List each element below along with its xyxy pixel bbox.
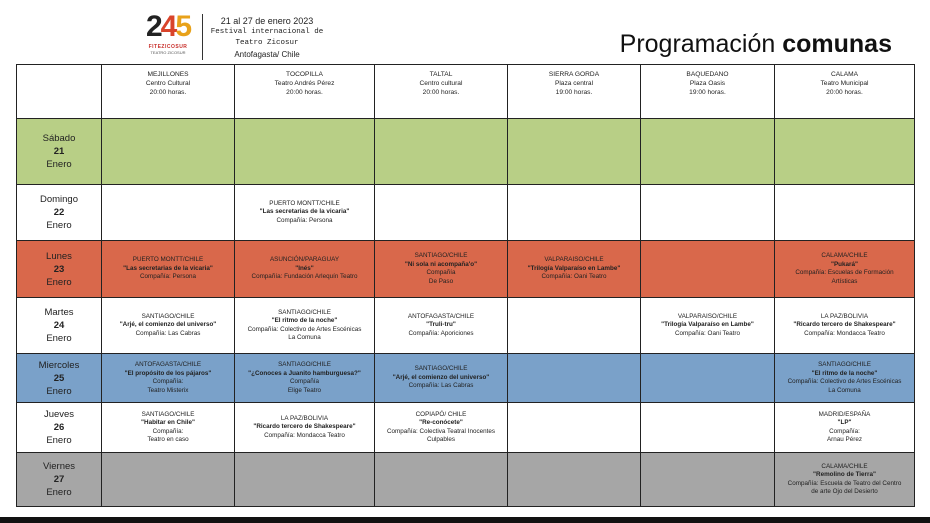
event-cell	[508, 119, 641, 185]
event-cell	[641, 298, 775, 354]
day-month: Enero	[46, 487, 72, 498]
title-bold: comunas	[782, 30, 892, 58]
event-cell	[641, 403, 775, 453]
day-day: Lunes	[46, 250, 72, 262]
event-origin: SANTIAGO/CHILE	[278, 361, 331, 368]
festival-dates: 21 al 27 de enero 2023	[220, 16, 314, 26]
event-company2: Teatro en caso	[147, 436, 189, 443]
event-company: Compañía: Escuela de Teatro del Centro	[787, 479, 902, 487]
logo-caption: TEATRO ZICOSUR	[150, 50, 186, 55]
column-venue: Centro cultural	[419, 80, 463, 87]
column-time: 20:00 horas.	[286, 89, 323, 96]
event-origin: PUERTO MONTT/CHILE	[132, 256, 204, 264]
event-play: "Ni sola ni acompaña'o"	[404, 260, 478, 268]
day-month: Enero	[46, 220, 72, 231]
day-row-domingo	[17, 185, 915, 241]
event-cell	[775, 354, 915, 403]
day-num: 25	[53, 372, 65, 384]
column-header	[102, 65, 235, 119]
event-company: Compañía: Colectivo de Artes Escénicas	[247, 325, 362, 333]
event-play: "Inés"	[295, 264, 314, 272]
column-city: SIERRA GORDA	[548, 71, 600, 78]
event-play: "El ritmo de la noche"	[811, 369, 878, 377]
day-day: Sábado	[42, 133, 76, 144]
festival-city: Antofagasta/ Chile	[234, 50, 300, 59]
day-num: 24	[53, 320, 65, 331]
event-origin: PUERTO MONTT/CHILE	[269, 199, 340, 207]
event-origin: LA PAZ/BOLIVIA	[820, 312, 869, 320]
title-normal: Programación	[619, 30, 776, 58]
event-origin: CALAMA/CHILE	[821, 252, 868, 259]
event-company2: De Paso	[428, 277, 454, 285]
event-cell	[375, 185, 508, 241]
event-origin: SANTIAGO/CHILE	[414, 365, 468, 373]
column-venue: Teatro Municipal	[820, 80, 869, 87]
day-label	[17, 298, 102, 354]
event-company: Compañía: Aporiciones	[408, 329, 474, 337]
day-row-lunes	[17, 241, 915, 298]
event-cell	[508, 185, 641, 241]
day-day: Domingo	[39, 194, 79, 205]
event-company: Compañía: Mondacca Teatro	[264, 431, 345, 439]
event-cell	[235, 453, 375, 507]
event-company: Compañía:	[152, 427, 184, 435]
day-day: Jueves	[43, 409, 75, 420]
event-origin: SANTIAGO/CHILE	[141, 312, 195, 320]
event-play: "Ricardo tercero de Shakespeare"	[793, 321, 896, 329]
column-header	[775, 65, 915, 119]
day-row-sabado	[17, 119, 915, 185]
event-origin: MADRID/ESPAÑA	[818, 410, 871, 418]
column-venue: Teatro Andrés Pérez	[274, 80, 335, 87]
event-cell	[102, 354, 235, 403]
column-header	[641, 65, 775, 119]
day-num: 21	[53, 146, 65, 157]
day-row-viernes	[17, 453, 915, 507]
event-origin: ASUNCIÓN/PARAGUAY	[269, 256, 340, 264]
day-month: Enero	[46, 435, 72, 446]
event-origin: ANTOFAGASTA/CHILE	[407, 312, 475, 320]
event-cell	[375, 241, 508, 298]
logo-subtitle: FITEZICOSUR	[148, 44, 188, 50]
event-company: Compañía: Colectiva Teatral Inocentes	[386, 427, 496, 435]
logo-digit: 4	[160, 10, 176, 43]
column-header-row	[17, 65, 915, 119]
event-company2: Artísticas	[831, 277, 858, 285]
column-header	[508, 65, 641, 119]
event-cell	[508, 453, 641, 507]
festival-name-line2: Teatro Zicosur	[235, 39, 299, 47]
day-day: Viernes	[42, 461, 76, 472]
event-company: Compañía: Mondacca Teatro	[804, 329, 885, 337]
event-cell	[641, 185, 775, 241]
event-cell	[641, 453, 775, 507]
event-company2: La Comuna	[828, 386, 861, 394]
event-company: Compañía: Persona	[139, 273, 196, 281]
event-origin: SANTIAGO/CHILE	[818, 361, 871, 368]
day-month: Enero	[46, 159, 72, 170]
column-venue: Plaza central	[554, 80, 594, 87]
event-cell	[775, 298, 915, 354]
column-time: 20:00 horas.	[826, 89, 863, 96]
event-origin: VALPARAISO/CHILE	[544, 256, 604, 264]
event-cell	[102, 453, 235, 507]
bottom-bar	[0, 517, 930, 523]
day-month: Enero	[46, 333, 72, 344]
day-month: Enero	[46, 276, 72, 288]
event-play: "¿Conoces a Juanito hamburguesa?"	[248, 369, 361, 377]
day-row-jueves	[17, 403, 915, 453]
column-time: 19:00 horas.	[689, 89, 726, 96]
event-cell	[375, 119, 508, 185]
day-label	[17, 403, 102, 453]
page-title	[620, 30, 892, 59]
event-company: Compañía: Escuelas de Formación	[795, 269, 894, 276]
logo-number	[143, 12, 193, 42]
event-company: Compañía	[289, 378, 320, 385]
event-company2: La Comuna	[288, 334, 321, 341]
event-play: "LP"	[837, 419, 852, 426]
event-origin: SANTIAGO/CHILE	[141, 410, 195, 418]
event-company2: Elige Teatro	[287, 386, 322, 394]
event-cell	[102, 403, 235, 453]
event-origin: LA PAZ/BOLIVIA	[280, 414, 329, 422]
event-play: "Remolino de Tierra"	[813, 471, 876, 478]
day-label	[17, 453, 102, 507]
event-cell	[375, 453, 508, 507]
schedule-table	[16, 64, 915, 507]
event-cell	[508, 403, 641, 453]
event-cell	[102, 298, 235, 354]
event-play: "Ricardo tercero de Shakespeare"	[253, 423, 356, 431]
day-day: Martes	[44, 307, 74, 318]
day-num: 27	[53, 474, 65, 485]
event-cell	[775, 185, 915, 241]
event-origin: SANTIAGO/CHILE	[278, 308, 331, 316]
event-company2: Arnau Pérez	[826, 436, 862, 443]
event-company: Compañía: Oani Teatro	[675, 329, 740, 337]
event-play: "Arjé, el comienzo del universo"	[392, 373, 490, 381]
column-venue: Plaza Oasis	[689, 80, 726, 87]
event-origin: CALAMA/CHILE	[821, 462, 868, 470]
event-cell	[775, 119, 915, 185]
event-play: "Trilogía Valparaíso en Lambe"	[661, 321, 754, 329]
event-cell	[641, 241, 775, 298]
column-header	[235, 65, 375, 119]
event-cell	[775, 241, 915, 298]
column-time: 20:00 horas.	[422, 89, 460, 96]
logo-digit: 2	[145, 10, 161, 43]
event-cell	[508, 241, 641, 298]
event-play: "Pukará"	[831, 260, 858, 268]
event-company: Compañía: Persona	[276, 216, 333, 224]
event-origin: SANTIAGO/CHILE	[414, 252, 468, 259]
event-company: Compañía: Las Cabras	[135, 329, 201, 337]
day-label	[17, 119, 102, 185]
column-time: 19:00 horas.	[555, 89, 593, 96]
event-cell	[375, 403, 508, 453]
event-cell	[641, 354, 775, 403]
event-cell	[775, 403, 915, 453]
event-cell	[235, 119, 375, 185]
day-label	[17, 241, 102, 298]
event-play: "Re-conócete"	[419, 419, 463, 426]
column-city: TALTAL	[429, 71, 453, 78]
event-play: "Las secretarias de la vicaria"	[123, 264, 213, 272]
event-cell	[235, 185, 375, 241]
column-city: CALAMA	[830, 71, 859, 78]
day-row-miercoles	[17, 354, 915, 403]
event-play: "Trilogía Valparaíso en Lambe"	[527, 264, 621, 272]
column-city: MEJILLONES	[147, 71, 189, 78]
event-cell	[235, 298, 375, 354]
day-label	[17, 185, 102, 241]
event-play: "El propósito de los pájaros"	[124, 369, 212, 377]
event-company2: Teatro Misterix	[147, 386, 189, 394]
event-play: "Truli-tru"	[426, 321, 456, 329]
day-num: 22	[53, 207, 65, 218]
event-company: Compañía	[426, 269, 456, 276]
event-company: Compañía: Las Cabras	[408, 382, 474, 390]
event-play: "Las secretarias de la vicaria"	[259, 208, 350, 216]
event-origin: ANTOFAGASTA/CHILE	[134, 361, 202, 368]
day-label	[17, 354, 102, 403]
event-cell	[235, 241, 375, 298]
event-cell	[235, 403, 375, 453]
event-company2: de arte Ojo del Desierto	[811, 488, 878, 495]
event-cell	[102, 241, 235, 298]
event-cell	[508, 354, 641, 403]
corner-cell	[17, 65, 102, 119]
event-cell	[235, 354, 375, 403]
column-city: TOCOPILLA	[286, 71, 323, 78]
event-company2: Culpables	[426, 436, 455, 443]
festival-header	[208, 16, 326, 60]
schedule-body	[17, 119, 915, 507]
column-city: BAQUEDANO	[686, 71, 729, 78]
day-row-martes	[17, 298, 915, 354]
event-cell	[102, 185, 235, 241]
event-origin: COPIAPÓ/ CHILE	[415, 410, 467, 418]
header-divider	[202, 14, 203, 60]
logo-digit: 5	[175, 10, 191, 43]
column-time: 20:00 horas.	[149, 89, 187, 96]
event-cell	[102, 119, 235, 185]
event-company: Compañía: Fundación Arlequín Teatro	[251, 273, 358, 281]
event-origin: VALPARAISO/CHILE	[677, 312, 738, 320]
festival-logo	[143, 12, 193, 58]
day-num: 23	[53, 263, 65, 275]
day-day: Miercoles	[38, 359, 80, 371]
day-num: 26	[53, 422, 65, 433]
event-cell	[375, 354, 508, 403]
event-cell	[508, 298, 641, 354]
day-month: Enero	[46, 385, 72, 397]
event-company: Compañía: Colectivo de Artes Escénicas	[787, 378, 902, 385]
event-cell	[775, 453, 915, 507]
column-header	[375, 65, 508, 119]
event-play: "Arjé, el comienzo del universo"	[119, 321, 217, 329]
event-play: "El ritmo de la noche"	[271, 317, 338, 324]
event-cell	[641, 119, 775, 185]
column-venue: Centro Cultural	[145, 80, 191, 87]
event-company: Compañía:	[152, 378, 184, 385]
event-cell	[375, 298, 508, 354]
event-play: "Habitar en Chile"	[141, 419, 195, 426]
event-company: Compañía: Oani Teatro	[541, 273, 607, 281]
festival-name-line1: Festival internacional de	[210, 28, 324, 36]
event-company: Compañía:	[829, 427, 860, 435]
